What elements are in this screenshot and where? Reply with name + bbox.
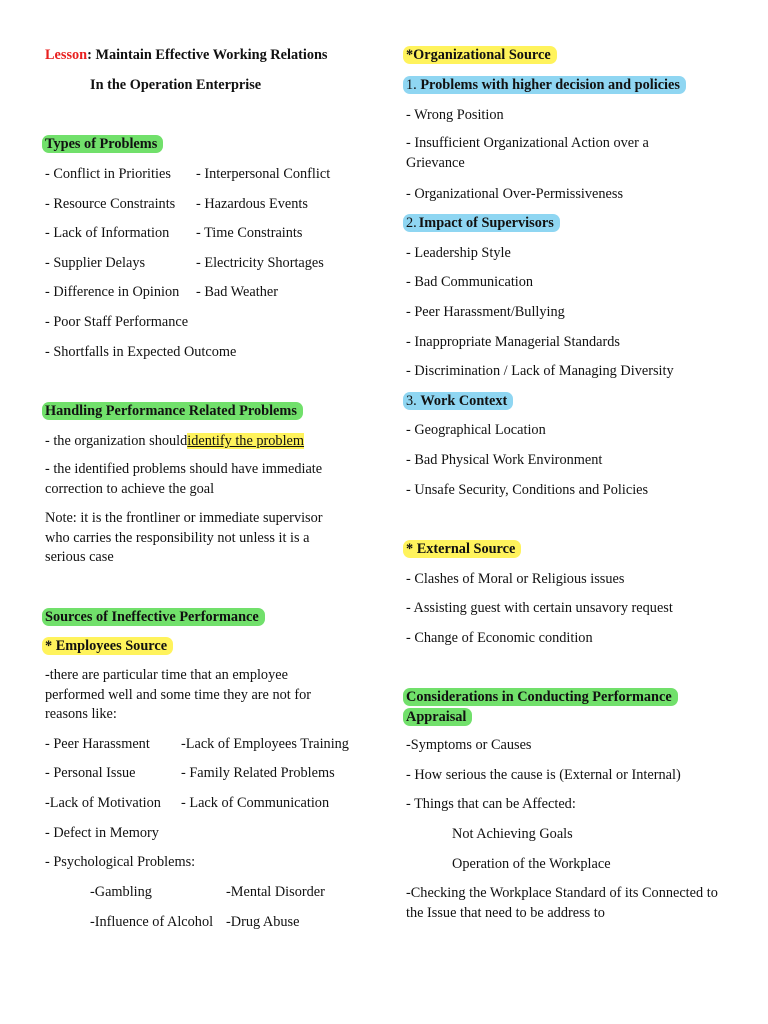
- handling-note: Note: it is the frontliner or immediate supervisor who carries the responsibility not unless it is a serious case: [45, 510, 323, 565]
- list-item: Not Achieving Goals: [452, 826, 573, 842]
- list-item: - Insufficient Organizational Action over a Grievance: [406, 135, 649, 171]
- list-item: - Bad Communication: [406, 274, 534, 290]
- psych-item: -Gambling -Mental Disorder: [90, 884, 325, 900]
- list-item: - Discrimination / Lack of Managing Diversity: [406, 363, 674, 379]
- handling-item-identify: - the organization shouldidentify the problem: [45, 433, 305, 449]
- list-item: - Wrong Position: [406, 107, 504, 123]
- list-item: - Geographical Location: [406, 422, 546, 438]
- types-of-problems-heading: Types of Problems: [45, 135, 163, 153]
- list-item: - Clashes of Moral or Religious issues: [406, 571, 625, 587]
- list-item: - Assisting guest with certain unsavory request: [406, 600, 673, 616]
- list-item: - Supplier Delays - Electricity Shortages: [45, 255, 324, 271]
- list-item: - Inappropriate Managerial Standards: [406, 334, 620, 350]
- handling-item-correction: - the identified problems should have immediate correction to achieve the goal: [45, 461, 323, 497]
- org-sub2-heading: 2. Impact of Supervisors: [406, 214, 560, 232]
- list-item: - Organizational Over-Permissiveness: [406, 186, 624, 202]
- list-item: Operation of the Workplace: [452, 856, 611, 872]
- list-item: -Lack of Motivation - Lack of Communication: [45, 795, 330, 811]
- list-item: - Change of Economic condition: [406, 630, 593, 646]
- list-item: -Checking the Workplace Standard of its Connected to the Issue that need to be address to: [406, 885, 718, 921]
- list-item: - Peer Harassment/Bullying: [406, 304, 565, 320]
- org-sub3-heading: 3. Work Context: [406, 392, 513, 410]
- lesson-label: Lesson: [45, 47, 88, 63]
- psych-item: -Influence of Alcohol -Drug Abuse: [90, 914, 300, 930]
- list-item: - Personal Issue - Family Related Problems: [45, 765, 335, 781]
- handling-heading: Handling Performance Related Problems: [45, 402, 303, 420]
- lesson-title-line1: : Maintain Effective Working Relations: [87, 47, 328, 63]
- list-item: - Defect in Memory: [45, 825, 159, 841]
- list-item: -Symptoms or Causes: [406, 737, 532, 753]
- lesson-title-line2: In the Operation Enterprise: [90, 77, 262, 93]
- identify-problem-highlight: identify the problem: [187, 433, 305, 449]
- list-item: - How serious the cause is (External or Internal): [406, 767, 681, 783]
- org-sub1-heading: 1. Problems with higher decision and policies: [406, 76, 686, 94]
- lesson-title: [45, 46, 328, 64]
- list-item: - Bad Physical Work Environment: [406, 452, 603, 468]
- external-source-heading: * External Source: [406, 540, 521, 558]
- considerations-heading-line2: Appraisal: [406, 708, 472, 726]
- list-item: - Unsafe Security, Conditions and Policies: [406, 482, 649, 498]
- list-item: - Resource Constraints - Hazardous Events: [45, 196, 308, 212]
- list-item: - Lack of Information - Time Constraints: [45, 225, 303, 241]
- list-item: - Leadership Style: [406, 245, 511, 261]
- list-item: - Psychological Problems:: [45, 854, 196, 870]
- organizational-source-heading: *Organizational Source: [406, 46, 557, 64]
- considerations-heading: Considerations in Conducting Performance: [406, 688, 678, 706]
- list-item: - Conflict in Priorities - Interpersonal Conflict: [45, 166, 331, 182]
- list-item: - Difference in Opinion - Bad Weather: [45, 284, 278, 300]
- sources-heading: Sources of Ineffective Performance: [45, 608, 265, 626]
- list-item: - Poor Staff Performance: [45, 314, 189, 330]
- list-item: - Peer Harassment -Lack of Employees Training: [45, 736, 349, 752]
- employees-intro: -there are particular time that an employee performed well and some time they are not for reasons like:: [45, 667, 311, 722]
- list-item: - Things that can be Affected:: [406, 796, 576, 812]
- list-item: - Shortfalls in Expected Outcome: [45, 344, 237, 360]
- employees-source-heading: * Employees Source: [45, 637, 173, 655]
